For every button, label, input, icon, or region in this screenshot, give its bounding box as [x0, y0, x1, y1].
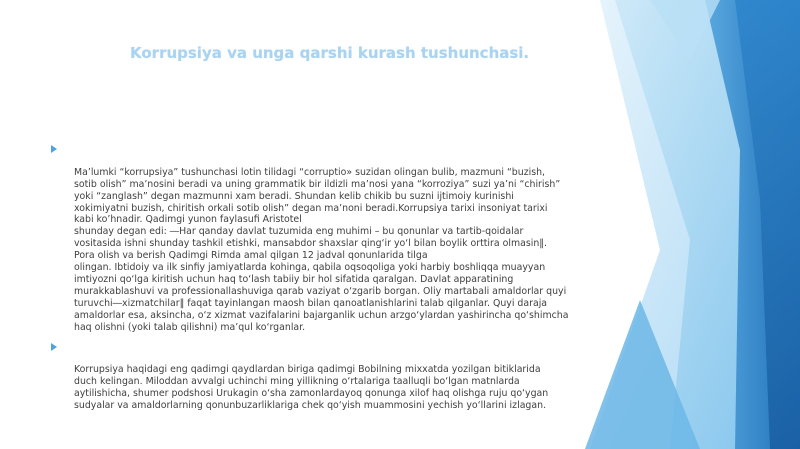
slide-content [50, 143, 610, 419]
bullet-paragraph-1 [50, 143, 610, 334]
bullet-arrow-icon [51, 343, 57, 351]
bullet-paragraph-2 [50, 341, 610, 412]
paragraph-text: Korrupsiya haqidagi eng qadimgi qaydlardan biriga qadimgi Bobilning mixxatda yozilgan bitiklarida duch kelingan. Miloddan avvalgi uchinchi ming yillikning o‘rtalariga taalluqli bo‘lgan matnlarda aytilishicha, shumer podshosi Urukagin o‘sha zamonlardayoq qonunga xilof haq olishga ruju qo‘ygan sudyalar va amaldorlarning qonunbuzarliklariga chek qo‘yish muammosini yechish yo‘llarini izlagan. [74, 364, 549, 412]
bullet-arrow-icon [51, 145, 57, 153]
paragraph-text: Ma’lumki “korrupsiya” tushunchasi lotin tilidagi “corruptio» suzidan olingan bulib, mazmuni “buzish, sotib olish” ma’nosini beradi va uning grammatik bir ildizli ma’nosi yana “korroziya” suzi ya’ni “chirish” yoki “zanglash” degan mazmunni xam beradi. Shundan kelib chikib bu suzni ijtimoiy kurinishi xokimiyatni buzish, chiritish orkali sotib olish” degan ma’noni beradi.Korrupsiya tarixi insoniyat tarixi kabi ko’hnadir. Qadimgi yunon faylasufi Aristotel shunday degan edi: ―Har qanday davlat tuzumida eng muhimi – bu qonunlar va tartib-qoidalar vositasida ishni shunday tashkil etishki, mansabdor shaxslar qing‘ir yo‘l bilan boylik orttira olmasin‖. Pora olish va berish Qadimgi Rimda amal qilgan 12 jadval qonunlarida tilga olingan. Ibtidoiy va ilk sinfiy jamiyatlarda kohinga, qabila oqsoqoliga yoki harbiy boshliqqa muayyan imtiyozni qo‘lga kiritish uchun haq to‘lash tabiiy bir hol sifatida qaralgan. Davlat apparatining murakkablashuvi va professionallashuviga qarab vaziyat o‘zgarib borgan. Oliy martabali amaldorlar quyi turuvchi―xizmatchilar‖ faqat tayinlangan maosh bilan qanoatlanishlarini talab qilganlar. Quyi daraja amaldorlar esa, aksincha, o‘z xizmat vazifalarini bajarganlik uchun arzgo‘ylardan yashirincha qo‘shimcha haq olishni (yoki talab qilishni) ma’qul ko‘rganlar. [74, 166, 569, 333]
slide-title: Korrupsiya va unga qarshi kurash tushunchasi. [130, 44, 530, 62]
